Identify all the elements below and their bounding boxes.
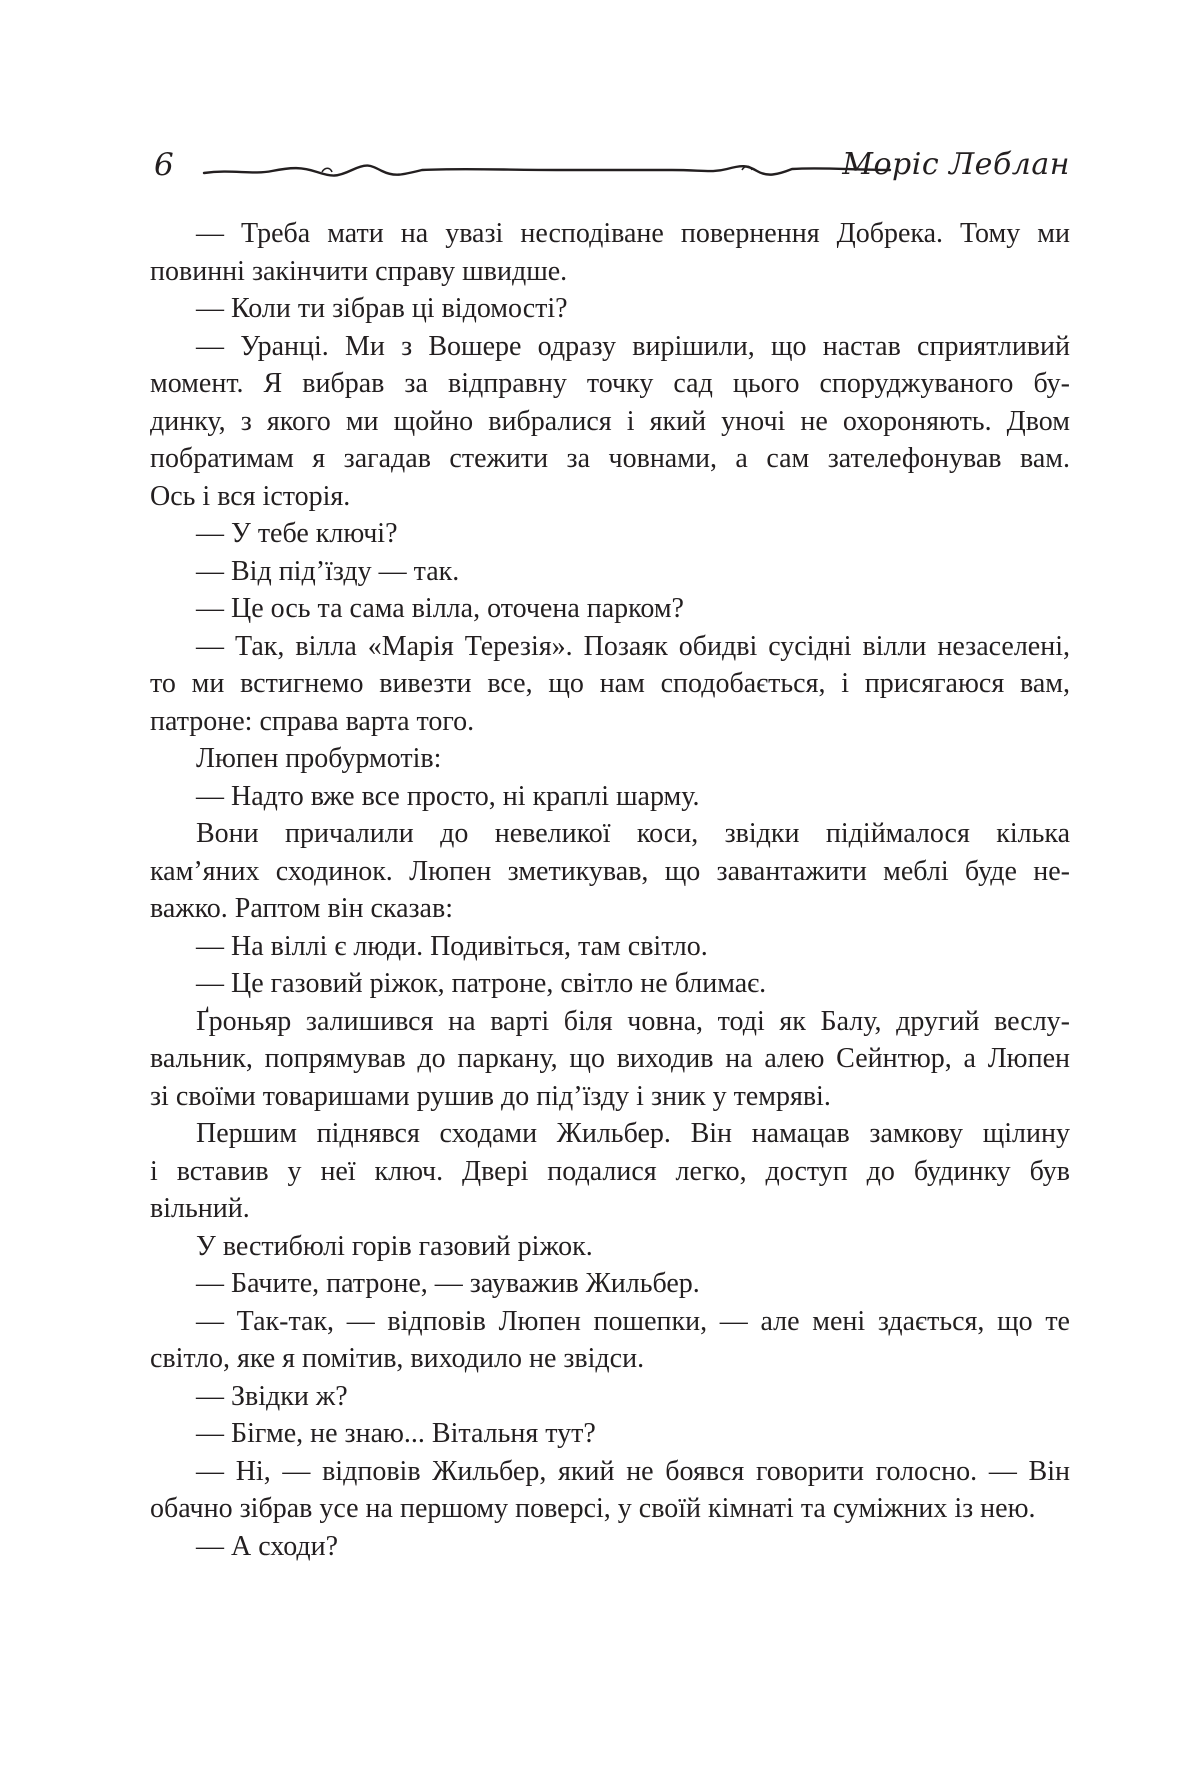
text-line: — Уранці. Ми з Вошере одразу вирішили, що настав сприятливий <box>196 330 1070 362</box>
text-line: динку, з якого ми щойно вибралися і який уночі не охороняють. Двом <box>150 405 1070 437</box>
text-line: У вестибюлі горів газовий ріжок. <box>196 1230 593 1262</box>
page-number: 6 <box>154 147 174 183</box>
text-line: — Бачите, патроне, — зауважив Жильбер. <box>196 1268 700 1299</box>
text-line: — Так, вілла «Марія Терезія». Позаяк обидві сусідні вілли незаселені, <box>196 630 1070 662</box>
paragraph <box>150 1303 1070 1378</box>
paragraph <box>196 965 1070 1003</box>
text-line: повинні закінчити справу швидше. <box>150 255 568 287</box>
text-line: побратимам я загадав стежити за човнами, а сам зателефонував вам. <box>150 443 1070 474</box>
decorative-flourish-line <box>202 157 892 185</box>
paragraph <box>196 928 1070 966</box>
paragraph <box>196 740 1070 778</box>
text-line: і вставив у неї ключ. Двері подалися легко, доступ до будинку був <box>150 1155 1070 1187</box>
text-line: — Коли ти зібрав ці відомості? <box>196 293 568 324</box>
text-line: то ми встигнемо вивезти все, що нам сподобається, і присягаюся вам, <box>150 668 1070 699</box>
paragraph <box>150 815 1070 928</box>
text-line: — Від під’їзду — так. <box>196 555 460 587</box>
text-line: момент. Я вибрав за відправну точку сад цього споруджуваного бу- <box>150 368 1070 399</box>
text-line: — Ні, — відповів Жильбер, який не боявся говорити голосно. — Він <box>196 1455 1070 1487</box>
paragraph <box>196 290 1070 328</box>
text-line: — Треба мати на увазі несподіване повернення Добрека. Тому ми <box>196 218 1070 249</box>
text-line: — На віллі є люди. Подивіться, там світло. <box>196 930 708 962</box>
text-line: — Це ось та сама вілла, оточена парком? <box>196 593 684 624</box>
text-line: патроне: справа варта того. <box>150 705 475 737</box>
paragraph <box>196 778 1070 816</box>
paragraph <box>196 515 1070 553</box>
text-line: — У тебе ключі? <box>196 518 398 549</box>
text-line: Ґроньяр залишився на варті біля човна, тоді як Балу, другий веслу- <box>196 1005 1070 1037</box>
text-line: важко. Раптом він сказав: <box>150 893 453 924</box>
text-line: — А сходи? <box>196 1530 339 1562</box>
paragraph <box>150 328 1070 516</box>
body-text <box>150 215 1070 1565</box>
text-line: — Звідки ж? <box>196 1380 348 1412</box>
running-header <box>150 145 1070 195</box>
text-line: Вони причалили до невеликої коси, звідки підіймалося кілька <box>196 818 1070 849</box>
paragraph <box>196 1415 1070 1453</box>
text-line: зі своїми товаришами рушив до під’їзду і зник у темряві. <box>150 1080 831 1112</box>
text-line: Ось і вся історія. <box>150 480 351 512</box>
paragraph <box>150 1453 1070 1528</box>
text-line: — Бігме, не знаю... Вітальня тут? <box>196 1418 596 1449</box>
text-line: Першим піднявся сходами Жильбер. Він намацав замкову щілину <box>196 1118 1070 1149</box>
paragraph <box>196 1228 1070 1266</box>
text-line: світло, яке я помітив, виходило не звідси. <box>150 1343 645 1374</box>
author-name: Моріс Леблан <box>842 147 1070 182</box>
text-line: — Надто вже все просто, ні краплі шарму. <box>196 780 700 812</box>
text-line: обачно зібрав усе на першому поверсі, у своїй кімнаті та суміжних із нею. <box>150 1493 1036 1524</box>
paragraph <box>150 628 1070 741</box>
paragraph <box>150 215 1070 290</box>
paragraph <box>196 1378 1070 1416</box>
paragraph <box>150 1003 1070 1116</box>
text-line: Люпен пробурмотів: <box>196 743 442 774</box>
text-line: — Так-так, — відповів Люпен пошепки, — але мені здається, що те <box>196 1305 1070 1337</box>
paragraph <box>196 590 1070 628</box>
text-line: — Це газовий ріжок, патроне, світло не блимає. <box>196 968 767 999</box>
text-line: вальник, попрямував до паркану, що виходив на алею Сейнтюр, а Люпен <box>150 1043 1070 1074</box>
text-line: вільний. <box>150 1193 250 1224</box>
paragraph <box>196 1265 1070 1303</box>
paragraph <box>196 553 1070 591</box>
paragraph <box>196 1528 1070 1566</box>
text-line: кам’яних сходинок. Люпен зметикував, що завантажити меблі буде не- <box>150 855 1070 887</box>
paragraph <box>150 1115 1070 1228</box>
